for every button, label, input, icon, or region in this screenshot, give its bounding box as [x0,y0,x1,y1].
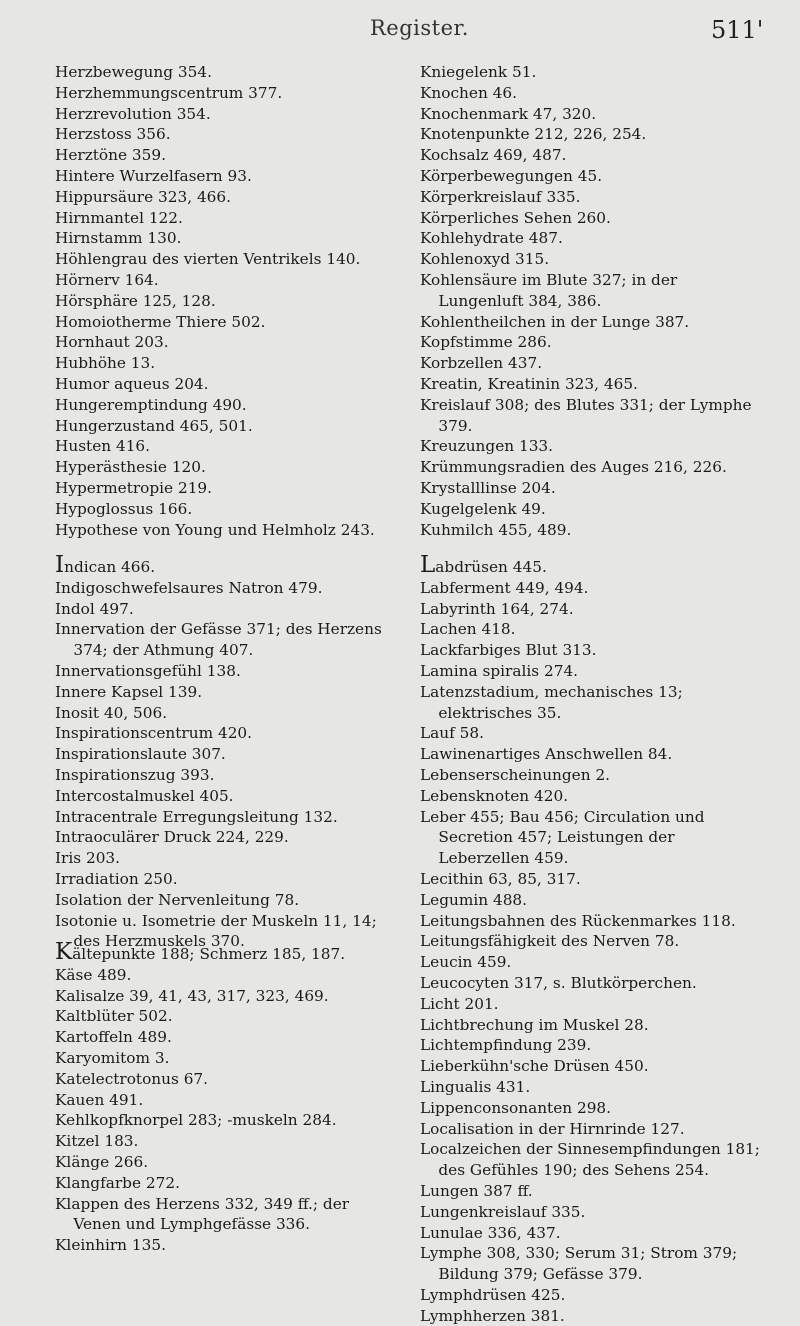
index-entry: Hintere Wurzelfasern 93. [55,166,252,185]
left-i-block [55,552,400,952]
right-l-block [420,552,763,1326]
index-entry: Lippenconsonanten 298. [420,1098,612,1117]
index-entry: Lecithin 63, 85, 317. [420,869,581,888]
index-entry: Leucocyten 317, s. Blutkörperchen. [420,973,697,992]
index-entry: Katelectrotonus 67. [55,1069,209,1088]
index-entry: Kehlkopfknorpel 283; -muskeln 284. [55,1111,337,1130]
index-entry: Inspirationszug 393. [55,765,215,784]
index-entry: Hungeremptindung 490. [55,395,247,414]
index-entry: Hirnmantel 122. [55,208,183,227]
index-entry: Intracentrale Erregungsleitung 132. [55,807,338,826]
index-entry: Lymphe 308, 330; Serum 31; Strom 379; Bildung 379; Gefässe 379. [420,1244,738,1284]
index-entry: Hörnerv 164. [55,270,159,289]
index-entry: Körperkreislauf 335. [420,187,581,206]
index-entry: Leitungsfähigkeit des Nerven 78. [420,932,680,951]
index-entry: Klangfarbe 272. [55,1173,180,1192]
index-entry: Kalisalze 39, 41, 43, 317, 323, 469. [55,986,329,1005]
index-entry: Localzeichen der Sinnesempfindungen 181; des Gefühles 190; des Sehens 254. [420,1140,760,1180]
index-entry: Iris 203. [55,849,121,868]
index-entry: Herztöne 359. [55,146,166,165]
index-entry: Hypothese von Young und Helmholz 243. [55,520,375,539]
index-entry: Indol 497. [55,599,134,618]
index-entry: Krystalllinse 204. [420,478,556,497]
index-entry: Lieberkühn'sche Drüsen 450. [420,1057,649,1076]
index-entry: Lunulae 336, 437. [420,1223,561,1242]
index-entry: Kreuzungen 133. [420,437,554,456]
index-entry: Knochenmark 47, 320. [420,104,597,123]
index-entry: Intraoculärer Druck 224, 229. [55,828,289,847]
index-entry: Indigoschwefelsaures Natron 479. [55,578,323,597]
index-entry: Inosit 40, 506. [55,703,168,722]
index-entry: Kleinhirn 135. [55,1236,166,1255]
index-entry: Kochsalz 469, 487. [420,146,567,165]
index-entry: Leber 455; Bau 456; Circulation und Secretion 457; Leistungen der Leberzellen 459. [420,807,705,868]
index-entry: Innere Kapsel 139. [55,682,203,701]
index-entry: Legumin 488. [420,890,528,909]
index-entry: Isolation der Nervenleitung 78. [55,890,300,909]
page-number: 511' [711,16,764,44]
index-entry: Lungen 387 ff. [420,1181,533,1200]
index-entry: Lauf 58. [420,724,484,743]
index-entry: Lingualis 431. [420,1077,531,1096]
index-entry: Inspirationslaute 307. [55,745,226,764]
left-h-block [55,62,400,540]
index-entry: Lawinenartiges Anschwellen 84. [420,745,673,764]
index-entry: Karyomitom 3. [55,1048,170,1067]
index-entry: Husten 416. [55,437,151,456]
index-entry: Kopfstimme 286. [420,333,552,352]
index-entry: Licht 201. [420,994,499,1013]
index-entry: Lymphdrüsen 425. [420,1285,566,1304]
index-entry: Kartoffeln 489. [55,1028,172,1047]
index-entry: Irradiation 250. [55,869,178,888]
index-entry: Lackfarbiges Blut 313. [420,641,597,660]
index-entry: Lachen 418. [420,620,516,639]
index-entry: Kaltblüter 502. [55,1007,173,1026]
index-entry: Kältepunkte 188; Schmerz 185, 187. [55,939,346,965]
index-entry: Kreislauf 308; des Blutes 331; der Lymphe 379. [420,395,752,435]
left-k-block [55,939,400,1256]
index-entry: Kohlensäure im Blute 327; in der Lungenluft 384, 386. [420,270,678,310]
index-entry: Labferment 449, 494. [420,578,589,597]
index-entry: Lymphherzen 381. [420,1306,565,1325]
index-entry: Hypermetropie 219. [55,478,213,497]
index-entry: Lebenserscheinungen 2. [420,765,611,784]
index-entry: Labyrinth 164, 274. [420,599,574,618]
index-entry: Lebensknoten 420. [420,786,569,805]
index-entry: Hornhaut 203. [55,333,169,352]
index-entry: Labdrüsen 445. [420,552,547,578]
index-entry: Klappen des Herzens 332, 349 ff.; der Venen und Lymphgefässe 336. [55,1194,350,1234]
index-entry: Herzstoss 356. [55,125,171,144]
index-entry: Kitzel 183. [55,1132,139,1151]
index-entry: Klänge 266. [55,1152,149,1171]
index-entry: Käse 489. [55,965,132,984]
index-entry: Kauen 491. [55,1090,144,1109]
index-entry: Innervationsgefühl 138. [55,661,241,680]
index-entry: Krümmungsradien des Auges 216, 226. [420,458,727,477]
index-entry: Hyperästhesie 120. [55,458,206,477]
index-entry: Kuhmilch 455, 489. [420,520,572,539]
index-entry: Hippursäure 323, 466. [55,187,232,206]
index-entry: Hypoglossus 166. [55,499,193,518]
index-entry: Leitungsbahnen des Rückenmarkes 118. [420,911,736,930]
index-entry: Isotonie u. Isometrie der Muskeln 11, 14; des Herzmuskels 370. [55,911,377,951]
index-entry: Lichtempfindung 239. [420,1036,592,1055]
index-entry: Hubhöhe 13. [55,354,156,373]
index-entry: Körperliches Sehen 260. [420,208,611,227]
index-entry: Lungenkreislauf 335. [420,1202,586,1221]
index-entry: Knotenpunkte 212, 226, 254. [420,125,647,144]
index-entry: Kreatin, Kreatinin 323, 465. [420,374,638,393]
index-entry: Innervation der Gefässe 371; des Herzens 374; der Athmung 407. [55,620,382,660]
index-entry: Kohlenoxyd 315. [420,250,550,269]
index-entry: Hörsphäre 125, 128. [55,291,216,310]
index-entry: Knochen 46. [420,83,518,102]
index-entry: Indican 466. [55,552,156,578]
index-entry: Lamina spiralis 274. [420,661,579,680]
index-entry: Lichtbrechung im Muskel 28. [420,1015,649,1034]
index-entry: Kugelgelenk 49. [420,499,546,518]
index-entry: Herzbewegung 354. [55,63,212,81]
index-entry: Höhlengrau des vierten Ventrikels 140. [55,250,361,269]
index-entry: Herzrevolution 354. [55,104,211,123]
index-entry: Herzhemmungscentrum 377. [55,83,283,102]
page-header-title: Register. [370,16,469,40]
index-entry: Localisation in der Hirnrinde 127. [420,1119,685,1138]
index-entry: Humor aqueus 204. [55,374,209,393]
index-entry: Kniegelenk 51. [420,63,537,81]
index-entry: Korbzellen 437. [420,354,543,373]
index-entry: Hungerzustand 465, 501. [55,416,253,435]
index-entry: Latenzstadium, mechanisches 13; elektrisches 35. [420,682,683,722]
index-entry: Kohlentheilchen in der Lunge 387. [420,312,690,331]
index-entry: Kohlehydrate 487. [420,229,563,248]
index-entry: Körperbewegungen 45. [420,166,603,185]
index-entry: Leucin 459. [420,953,512,972]
index-entry: Homoiotherme Thiere 502. [55,312,266,331]
index-entry: Hirnstamm 130. [55,229,182,248]
index-entry: Inspirationscentrum 420. [55,724,253,743]
right-k-block [420,62,763,540]
index-entry: Intercostalmuskel 405. [55,786,234,805]
